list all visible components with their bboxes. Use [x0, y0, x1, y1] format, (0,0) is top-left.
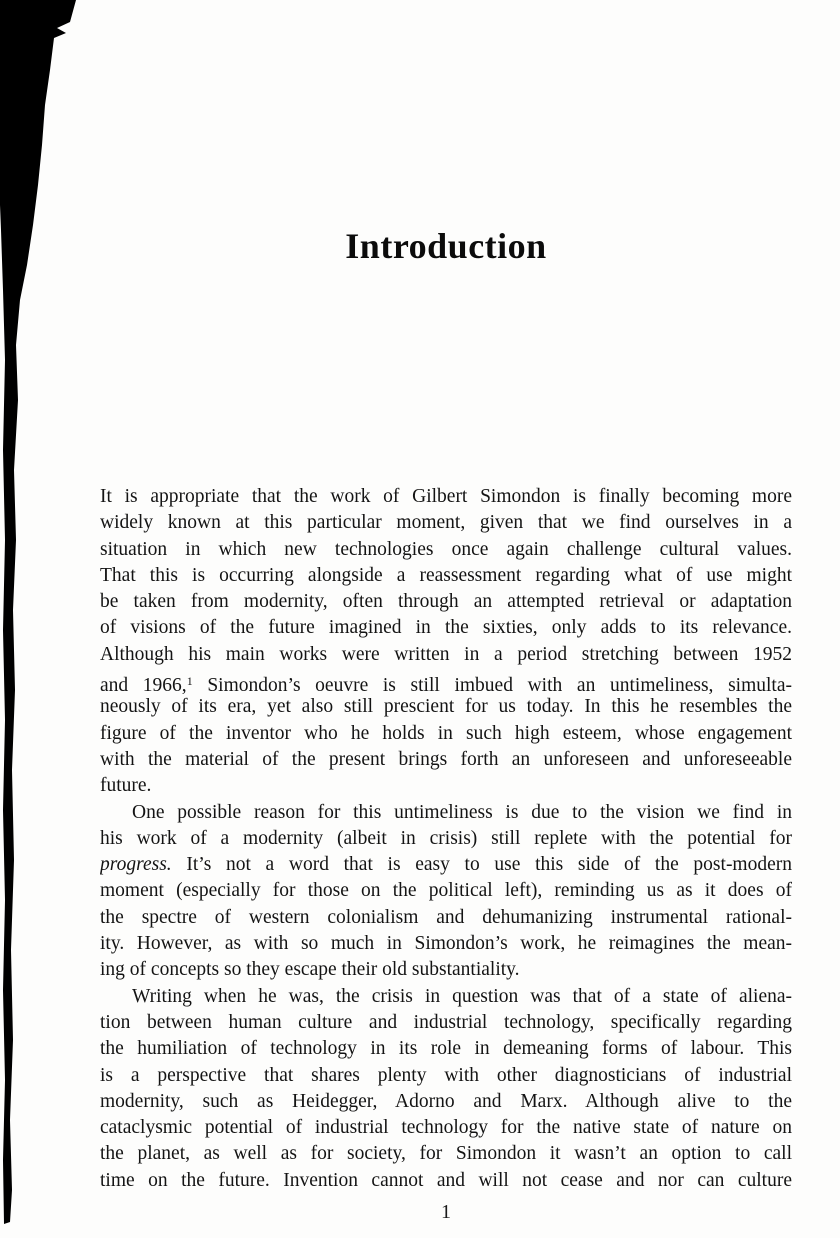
- text-line: [100, 1063, 792, 1089]
- page-number: 1: [441, 1201, 451, 1223]
- text-line: [100, 773, 792, 799]
- text-segment: figure of the inventor who he holds in such high esteem, whose engagement: [100, 722, 792, 744]
- text-line: [100, 931, 792, 957]
- text-segment: Although his main works were written in a period stretching between 1952: [100, 643, 792, 665]
- text-line: [100, 878, 792, 904]
- text-segment: his work of a modernity (albeit in crisis) still replete with the potential for: [100, 827, 792, 849]
- footnote-marker: 1: [186, 674, 193, 689]
- text-line: [100, 905, 792, 931]
- italic-text: progress.: [100, 854, 172, 876]
- text-line: [100, 484, 792, 510]
- text-segment: Simondon’s oeuvre is still imbued with an untimeliness, simulta-: [192, 675, 792, 695]
- text-segment: time on the future. Invention cannot and will not cease and nor can culture: [100, 1169, 792, 1191]
- text-line: [100, 615, 792, 641]
- text-segment: widely known at this particular moment, given that we find ourselves in a: [100, 512, 792, 534]
- body-text: [100, 484, 792, 1194]
- text-segment: future.: [100, 775, 152, 797]
- text-segment: Writing when he was, the crisis in question was that of a state of aliena-: [132, 985, 792, 1007]
- text-segment: the spectre of western colonialism and dehumanizing instrumental rational-: [100, 906, 792, 928]
- text-line: [100, 721, 792, 747]
- text-line: [100, 510, 792, 536]
- text-line: [100, 1168, 792, 1194]
- text-segment: with the material of the present brings forth an unforeseen and unforeseeable: [100, 748, 792, 770]
- text-line: [100, 642, 792, 668]
- chapter-title: Introduction: [345, 226, 547, 266]
- text-line: [100, 563, 792, 589]
- text-line: [100, 1115, 792, 1141]
- text-segment: moment (especially for those on the political left), reminding us as it does of: [100, 880, 792, 902]
- text-segment: ing of concepts so they escape their old substantiality.: [100, 959, 520, 981]
- text-segment: It’s not a word that is easy to use this side of the post-modern: [171, 854, 792, 876]
- text-segment: One possible reason for this untimeliness is due to the vision we find in: [132, 801, 792, 823]
- text-line: [100, 984, 792, 1010]
- text-segment: of visions of the future imagined in the sixties, only adds to its relevance.: [100, 617, 792, 639]
- paragraph: [100, 484, 792, 800]
- text-line: [100, 852, 792, 878]
- text-line: [100, 957, 792, 983]
- paragraph: [100, 800, 792, 984]
- paragraph: [100, 984, 792, 1194]
- text-segment: ity. However, as with so much in Simondon’s work, he reimagines the mean-: [100, 933, 792, 955]
- text-segment: tion between human culture and industrial technology, specifically regarding: [100, 1011, 792, 1033]
- text-segment: neously of its era, yet also still prescient for us today. In this he resembles the: [100, 696, 792, 718]
- text-line: [100, 589, 792, 615]
- text-line: [100, 747, 792, 773]
- text-segment: be taken from modernity, often through an attempted retrieval or adaptation: [100, 591, 792, 613]
- text-line: [100, 1089, 792, 1115]
- text-segment: the planet, as well as for society, for Simondon it wasn’t an option to call: [100, 1143, 792, 1165]
- text-segment: cataclysmic potential of industrial technology for the native state of nature on: [100, 1117, 792, 1139]
- text-line: [100, 1141, 792, 1167]
- text-line: [100, 800, 792, 826]
- text-segment: is a perspective that shares plenty with other diagnosticians of industrial: [100, 1064, 792, 1086]
- text-line: [100, 537, 792, 563]
- text-line: [100, 694, 792, 720]
- text-segment: That this is occurring alongside a reassessment regarding what of use might: [100, 564, 792, 586]
- text-line: [100, 668, 792, 694]
- text-segment: and 1966,: [100, 675, 187, 695]
- text-line: [100, 1036, 792, 1062]
- text-segment: modernity, such as Heidegger, Adorno and Marx. Although alive to the: [100, 1090, 792, 1112]
- text-segment: situation in which new technologies once again challenge cultural values.: [100, 538, 792, 560]
- spine-scan-artifact: [0, 0, 90, 1238]
- text-segment: It is appropriate that the work of Gilbert Simondon is finally becoming more: [100, 486, 792, 507]
- text-line: [100, 1010, 792, 1036]
- text-segment: the humiliation of technology in its role in demeaning forms of labour. This: [100, 1038, 792, 1060]
- text-line: [100, 826, 792, 852]
